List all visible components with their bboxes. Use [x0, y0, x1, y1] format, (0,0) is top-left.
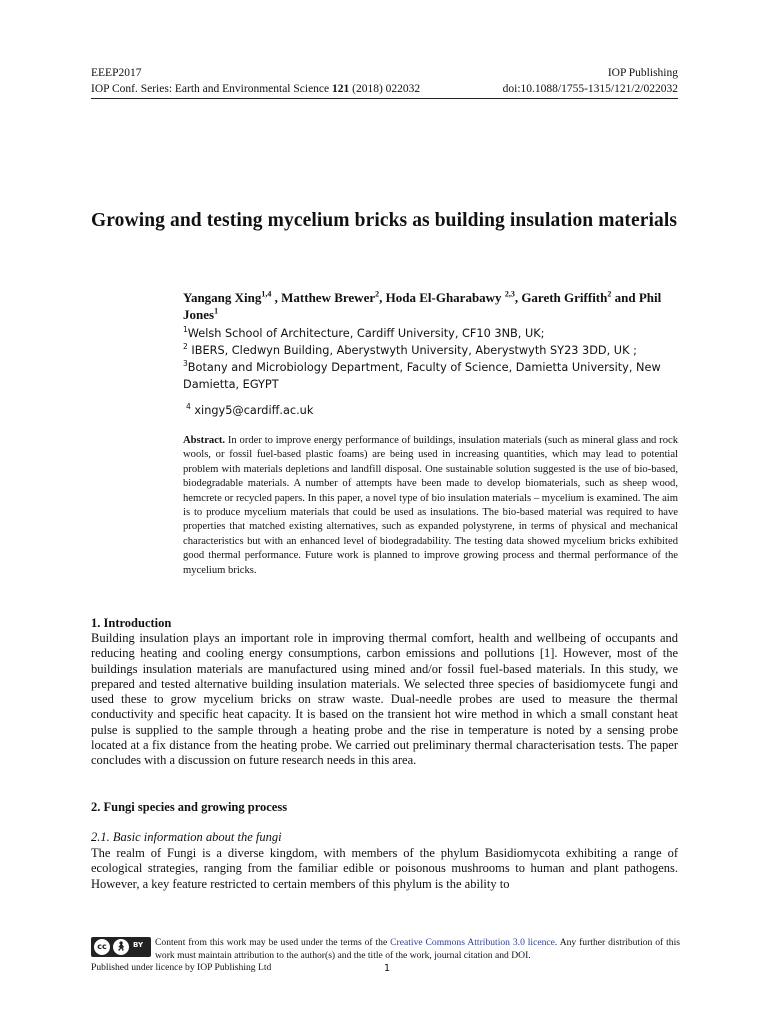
- abstract-text: In order to improve energy performance of buildings, insulation materials (such as mineral glass and rock wools, or fossil fuel-based plastic foams) are being used in increasing quantities, which may lead to potential problem with materials depletions and landfill disposal. One sustainable solution suggested is the use of bio-based, biodegradable materials. A number of attempts have been made to develop biomaterials, such as sheep wood, hemcrete or recycled papers. In this paper, a novel type of bio insulation materials – mycelium is examined. The aim is to produce mycelium materials that could be used as insulations. The bio-based material was required to have properties that matched existing alternatives, such as expanded polystyrene, in terms of physical and mechanical characteristics but with an enhanced level of biodegradability. The testing data showed mycelium bricks exhibited good thermal performance. Future work is planned to improve growing process and thermal performance of the mycelium bricks.: [183, 435, 678, 576]
- author-name: Gareth Griffith: [521, 290, 608, 305]
- person-icon: 🚶︎: [113, 939, 129, 955]
- licence-link[interactable]: Creative Commons Attribution 3.0 licence: [390, 937, 555, 948]
- licence-notice: Content from this work may be used under the terms of the Creative Commons Attribution 3.0 licence. Any further distribution of this work must maintain attribution to the author(s) and the title of the work, journal citation and DOI.: [155, 937, 680, 961]
- page-number: 1: [384, 963, 391, 974]
- author-name: Matthew Brewer: [281, 290, 376, 305]
- series-volume: 121: [332, 83, 350, 95]
- author-name: Hoda El-Gharabawy: [385, 290, 505, 305]
- author-affiliation-mark: 2,3: [504, 289, 515, 299]
- paper-title: Growing and testing mycelium bricks as building insulation materials: [91, 210, 678, 231]
- subsection-heading: 2.1. Basic information about the fungi: [91, 830, 282, 844]
- affiliation-3: $^3$Botany and Microbiology Department, Faculty of Science, Damietta University, New Damietta, EGYPT: [183, 359, 661, 391]
- series-prefix: IOP Conf. Series: Earth and Environmental Science: [91, 83, 333, 95]
- series-suffix: (2018) 022032: [349, 83, 421, 95]
- section-heading-introduction: 1. Introduction: [91, 616, 172, 630]
- author-name: Phil Jones: [183, 290, 662, 322]
- abstract-label: Abstract.: [183, 435, 226, 446]
- abstract: [183, 434, 678, 578]
- author-affiliation-mark: 2: [375, 289, 380, 299]
- author-list: [183, 289, 683, 323]
- author-separator: ,: [514, 290, 522, 305]
- affiliation-2: $^2$ IBERS, Cledwyn Building, Aberystwyth University, Aberystwyth SY23 3DD, UK ;: [183, 342, 637, 357]
- cc-by-badge-icon[interactable]: [91, 937, 151, 957]
- conference-name: EEEP2017: [91, 67, 142, 79]
- published-note: Published under licence by IOP Publishing Ltd: [91, 962, 272, 973]
- citation-header: [91, 83, 678, 95]
- corresponding-email[interactable]: $^4$ xingy5@cardiff.ac.uk: [186, 402, 314, 417]
- publisher-name: IOP Publishing: [607, 67, 678, 79]
- author-affiliation-mark: 2: [607, 289, 612, 299]
- introduction-paragraph: Building insulation plays an important role in improving thermal comfort, health and wellbeing of occupants and reducing heating and cooling energy consumptions, carbon emissions and pollutions [1]. However, most of the buildings insulation materials are manufactured using mined and/or fossil fuel-based materials. In this study, we prepared and tested alternative building insulation materials. We selected three species of basidiomycete fungi and used these to grow mycelium bricks on straw waste. Dual-needle probes are used to measure the thermal conductivity and specific heat capacity. It is based on the transient hot wire method in which a small constant heat pulse is supplied to the sample through a heating probe and the rise in temperature is noted by a sensing probe located at a fix distance from the heating probe. We carried out preliminary thermal characterisation tests. The paper concludes with a discussion on future research needs in this area.: [91, 631, 678, 768]
- author-separator: ,: [271, 290, 282, 305]
- running-header: [91, 67, 678, 79]
- affiliation-1: $^1$Welsh School of Architecture, Cardiff University, CF10 3NB, UK;: [183, 325, 545, 340]
- header-divider: [91, 98, 678, 99]
- author-separator: ,: [379, 290, 386, 305]
- cc-icon: cc: [94, 939, 110, 955]
- by-icon: BY: [133, 941, 144, 949]
- author-affiliation-mark: 1,4: [261, 289, 272, 299]
- doi-link[interactable]: doi:10.1088/1755-1315/121/2/022032: [502, 83, 678, 95]
- subsection-paragraph: The realm of Fungi is a diverse kingdom, with members of the phylum Basidiomycota exhibiting a range of ecological strategies, ranging from the familiar edible or poisonous mushrooms to human and plant pathogens. However, a key feature restricted to certain members of this phylum is the ability to: [91, 846, 678, 891]
- section-heading-fungi: 2. Fungi species and growing process: [91, 800, 288, 814]
- author-affiliation-mark: 1: [214, 306, 219, 316]
- author-name: Yangang Xing: [183, 290, 262, 305]
- affiliations: [183, 325, 678, 393]
- series-citation: [91, 83, 420, 95]
- author-separator: and: [611, 290, 639, 305]
